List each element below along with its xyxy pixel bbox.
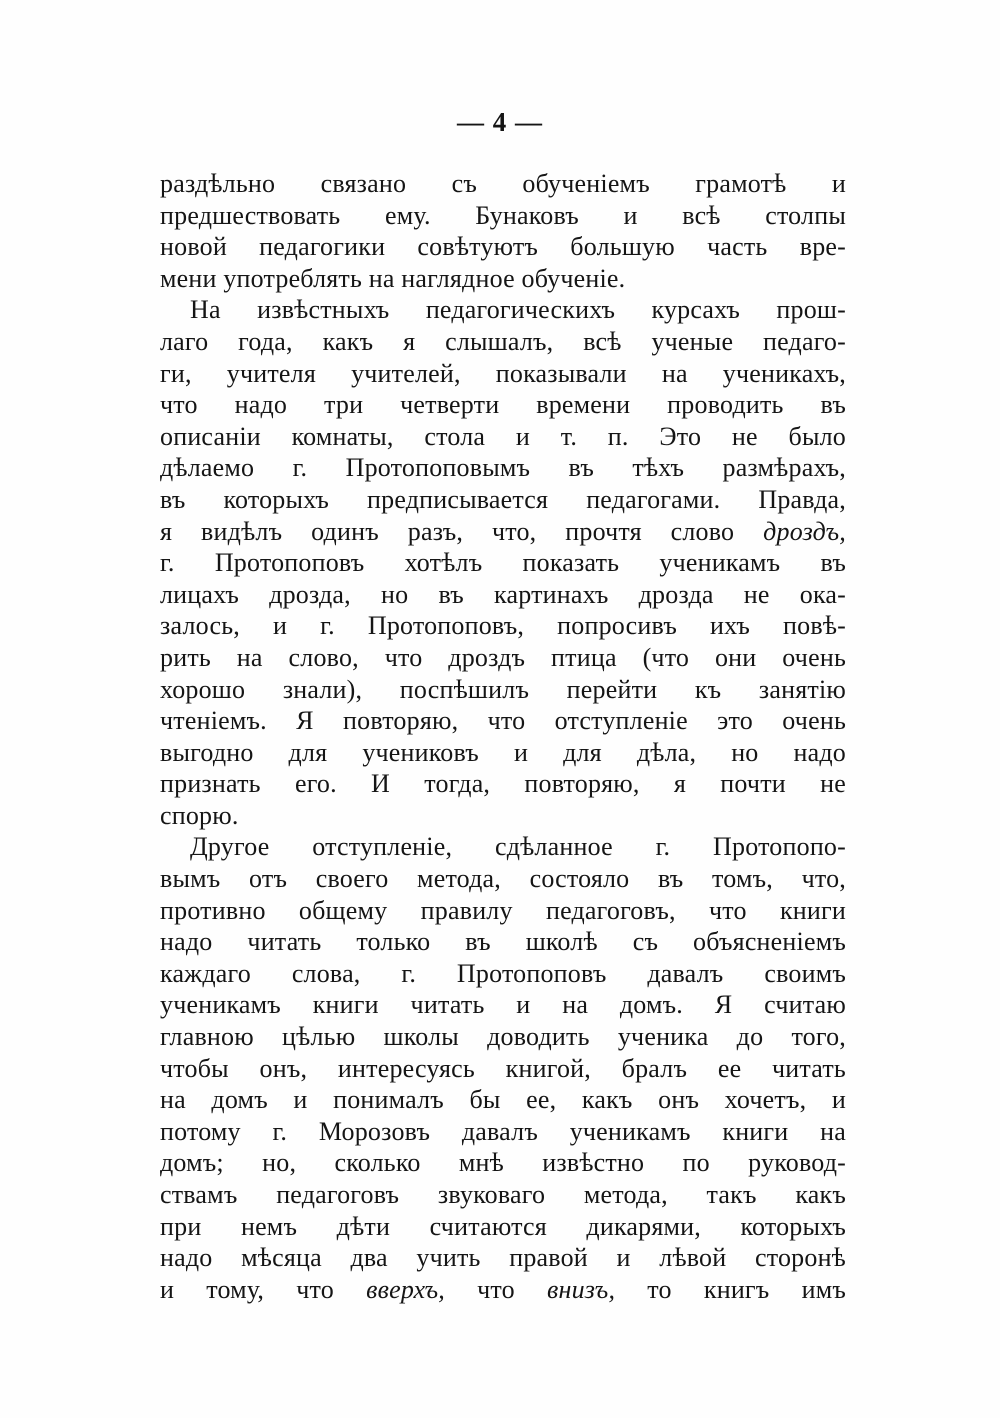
text-line — [160, 168, 846, 200]
text-segment: при немъ дѣти считаются дикарями, которыхъ — [160, 1211, 846, 1241]
text-line — [160, 484, 846, 516]
text-segment: хорошо знали), поспѣшилъ перейти къ занятію — [160, 674, 846, 704]
text-line — [160, 200, 846, 232]
italic-word: внизъ, — [546, 1274, 616, 1304]
text-line — [160, 1211, 846, 1243]
body-text — [160, 168, 846, 1305]
text-segment: дѣлаемо г. Протопоповымъ въ тѣхъ размѣрахъ, — [160, 453, 846, 483]
text-line — [160, 452, 846, 484]
text-line — [160, 1274, 846, 1306]
text-segment: что — [445, 1274, 547, 1304]
text-segment: признать его. И тогда, повторяю, я почти не — [160, 769, 846, 799]
text-segment: выгодно для учениковъ и для дѣла, но надо — [160, 737, 846, 767]
text-line — [160, 737, 846, 769]
text-segment: лицахъ дрозда, но въ картинахъ дрозда не ока- — [160, 579, 846, 609]
text-segment: рить на слово, что дроздъ птица (что они очень — [160, 642, 846, 672]
text-segment: ги, учителя учителей, показывали на ученикахъ, — [160, 358, 846, 388]
text-segment: главною цѣлью школы доводить ученика до того, — [160, 1022, 846, 1052]
text-segment: залось, и г. Протопоповъ, попросивъ ихъ повѣ- — [160, 611, 846, 641]
text-segment: вымъ отъ своего метода, состояло въ томъ, что, — [160, 864, 846, 894]
text-segment: лаго года, какъ я слышалъ, всѣ ученые педаго- — [160, 326, 846, 356]
text-line — [160, 1021, 846, 1053]
text-line — [160, 958, 846, 990]
text-segment: г. Протопоповъ хотѣлъ показать ученикамъ въ — [160, 548, 846, 578]
text-line — [160, 674, 846, 706]
text-line — [160, 831, 846, 863]
text-line — [160, 1053, 846, 1085]
text-line — [160, 358, 846, 390]
text-segment: предшествовать ему. Бунаковъ и всѣ столпы — [160, 200, 846, 230]
text-line — [160, 926, 846, 958]
text-segment: раздѣльно связано съ обученіемъ грамотѣ и — [160, 169, 846, 198]
text-segment: ствамъ педагоговъ звуковаго метода, такъ какъ — [160, 1180, 846, 1209]
text-line — [160, 610, 846, 642]
text-segment: спорю. — [160, 800, 239, 830]
text-line — [160, 800, 846, 832]
text-segment: надо мѣсяца два учить правой и лѣвой сторонѣ — [160, 1243, 846, 1273]
text-line — [160, 1242, 846, 1274]
text-segment: домъ; но, сколько мнѣ извѣстно по руковод- — [160, 1148, 846, 1178]
text-line — [160, 547, 846, 579]
text-segment: чтобы онъ, интересуясь книгой, бралъ ее читать — [160, 1053, 846, 1083]
text-segment: чтеніемъ. Я повторяю, что отступленіе это очень — [160, 706, 846, 736]
text-line — [160, 263, 846, 295]
text-line — [160, 895, 846, 927]
text-line — [160, 642, 846, 674]
text-segment: и тому, что — [160, 1274, 367, 1304]
text-line — [160, 294, 846, 326]
text-line — [160, 421, 846, 453]
text-line — [160, 389, 846, 421]
italic-word: дроздъ, — [763, 516, 846, 546]
text-line — [160, 768, 846, 800]
text-segment: ученикамъ книги читать и на домъ. Я считаю — [160, 990, 846, 1020]
text-segment: Другое отступленіе, сдѣланное г. Протопопо- — [190, 832, 846, 862]
text-segment: На извѣстныхъ педагогическихъ курсахъ прош- — [190, 295, 846, 325]
text-segment: то книгъ имъ — [615, 1274, 846, 1304]
text-segment: что надо три четверти времени проводить въ — [160, 390, 846, 420]
text-segment: противно общему правилу педагоговъ, что книги — [160, 895, 846, 925]
text-segment: на домъ и понималъ бы ее, какъ онъ хочетъ, и — [160, 1085, 846, 1115]
text-segment: потому г. Морозовъ давалъ ученикамъ книги на — [160, 1116, 846, 1146]
text-segment: я видѣлъ одинъ разъ, что, прочтя слово — [160, 516, 764, 546]
italic-word: вверхъ, — [366, 1274, 445, 1304]
text-line — [160, 231, 846, 263]
text-segment: каждаго слова, г. Протопоповъ давалъ своимъ — [160, 958, 846, 988]
text-line — [160, 863, 846, 895]
text-line — [160, 705, 846, 737]
text-segment: описаніи комнаты, стола и т. п. Это не было — [160, 421, 846, 451]
text-segment: въ которыхъ предписывается педагогами. Правда, — [160, 484, 846, 514]
text-segment: мени употреблять на наглядное обученіе. — [160, 263, 626, 293]
text-line — [160, 326, 846, 358]
text-line — [160, 1147, 846, 1179]
text-line — [160, 1116, 846, 1148]
text-line — [160, 579, 846, 611]
text-line — [160, 1179, 846, 1211]
page-number: — 4 — — [457, 107, 543, 137]
text-segment: новой педагогики совѣтуютъ большую часть вре- — [160, 232, 846, 262]
text-line — [160, 1084, 846, 1116]
text-segment: надо читать только въ школѣ съ объясненіемъ — [160, 927, 846, 957]
text-line — [160, 516, 846, 548]
text-line — [160, 989, 846, 1021]
